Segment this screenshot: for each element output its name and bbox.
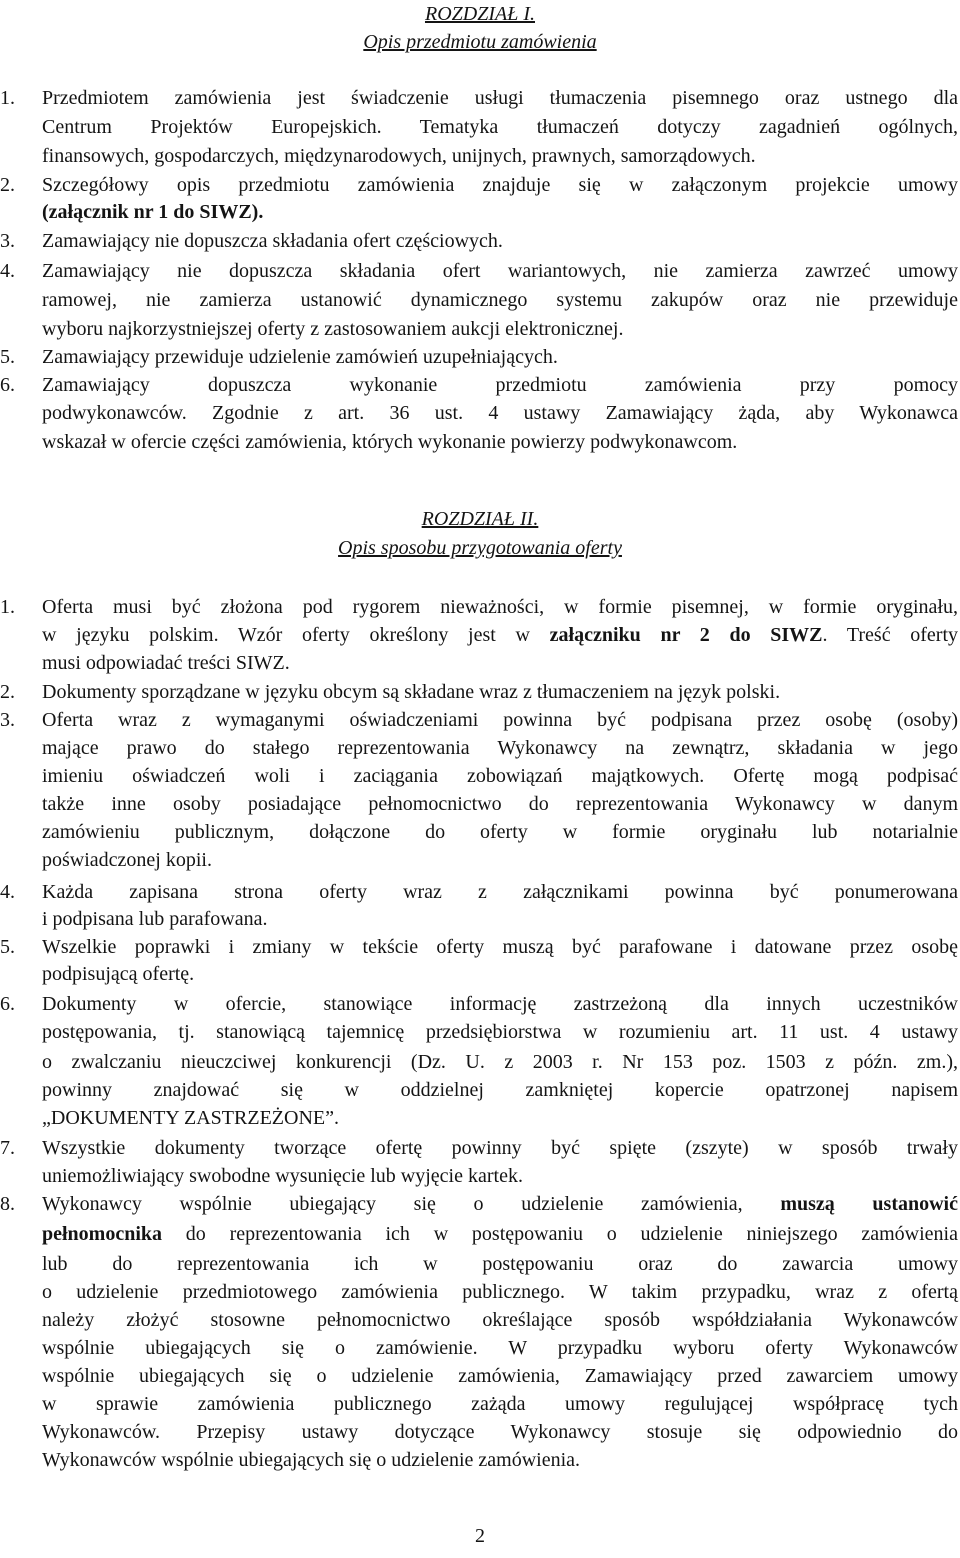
chapter2-item-line: także inne osoby posiadające pełnomocnictwo do reprezentowania Wykonawcy w danym xyxy=(42,793,958,815)
chapter2-item-number: 7. xyxy=(0,1137,15,1159)
chapter2-item-line: wspólnie ubiegających się o udzielenie zamówienia, Zamawiający przed zawarciem umowy xyxy=(42,1365,958,1387)
chapter2-item-number: 2. xyxy=(0,681,15,703)
chapter2-title: ROZDZIAŁ II. xyxy=(421,508,539,530)
chapter2-item-line: lub do reprezentowania ich w postępowaniu oraz do zawarcia umowy xyxy=(42,1253,958,1275)
chapter2-item-line: powinny znajdować się w oddzielnej zamkniętej kopercie opatrzonej napisem xyxy=(42,1079,958,1101)
chapter2-item-line: imieniu oświadczeń woli i zaciągania zobowiązań majątkowych. Ofertę mogą podpisać xyxy=(42,765,958,787)
chapter2-item-number: 1. xyxy=(0,596,15,618)
chapter1-item-line: finansowych, gospodarczych, międzynarodowych, unijnych, prawnych, samorządowych. xyxy=(42,145,756,167)
chapter1-item-line: Przedmiotem zamówienia jest świadczenie usługi tłumaczenia pisemnego oraz ustnego dla xyxy=(42,87,958,109)
chapter2-item-line: o zwalczaniu nieuczciwej konkurencji (Dz. U. z 2003 r. Nr 153 poz. 1503 z późn. zm.), xyxy=(42,1051,958,1073)
chapter1-item-line: wyboru najkorzystniejszej oferty z zastosowaniem aukcji elektronicznej. xyxy=(42,318,624,340)
chapter2-item-line: Wszystkie dokumenty tworzące ofertę powinny być spięte (zszyte) w sposób trwały xyxy=(42,1137,958,1159)
chapter2-item-line: Wykonawcy wspólnie ubiegający się o udzielenie zamówienia, muszą ustanowić xyxy=(42,1193,958,1215)
chapter2-item-number: 4. xyxy=(0,881,15,903)
chapter1-item-line: Szczegółowy opis przedmiotu zamówienia znajduje się w załączonym projekcie umowy xyxy=(42,174,958,196)
chapter2-item-line: musi odpowiadać treści SIWZ. xyxy=(42,652,290,674)
chapter2-item-number: 5. xyxy=(0,936,15,958)
chapter1-item-line: Zamawiający dopuszcza wykonanie przedmiotu zamówienia przy pomocy xyxy=(42,374,958,396)
chapter2-item-line: o udzielenie przedmiotowego zamówienia publicznego. W takim przypadku, wraz z ofertą xyxy=(42,1281,958,1303)
chapter2-subtitle: Opis sposobu przygotowania oferty xyxy=(338,537,622,559)
chapter2-item-line: Oferta musi być złożona pod rygorem nieważności, w formie pisemnej, w formie oryginału, xyxy=(42,596,958,618)
chapter1-item-line: (załącznik nr 1 do SIWZ). xyxy=(42,201,264,223)
chapter2-item-number: 6. xyxy=(0,993,15,1015)
chapter2-item-line: Oferta wraz z wymaganymi oświadczeniami powinna być podpisana przez osobę (osoby) xyxy=(42,709,958,731)
chapter2-item-line: uniemożliwiający swobodne wysunięcie lub wyjęcie kartek. xyxy=(42,1165,523,1187)
chapter1-item-line: ramowej, nie zamierza ustanowić dynamicznego systemu zakupów oraz nie przewiduje xyxy=(42,289,958,311)
chapter2-item-line: należy złożyć stosowne pełnomocnictwo określające sposób współdziałania Wykonawców xyxy=(42,1309,958,1331)
chapter2-item-line: wspólnie ubiegających się o zamówienie. W przypadku wyboru oferty Wykonawców xyxy=(42,1337,958,1359)
chapter1-item-number: 1. xyxy=(0,87,15,109)
chapter1-item-line: podwykonawców. Zgodnie z art. 36 ust. 4 ustawy Zamawiający żąda, aby Wykonawca xyxy=(42,402,958,424)
chapter1-item-line: Zamawiający przewiduje udzielenie zamówień uzupełniających. xyxy=(42,346,558,368)
chapter1-item-number: 3. xyxy=(0,230,15,252)
chapter2-item-line: mające prawo do stałego reprezentowania Wykonawcy na zewnątrz, składania w jego xyxy=(42,737,958,759)
chapter2-item-line: poświadczonej kopii. xyxy=(42,849,212,871)
chapter1-item-number: 4. xyxy=(0,260,15,282)
chapter1-item-line: Zamawiający nie dopuszcza składania ofert częściowych. xyxy=(42,230,503,252)
chapter1-item-number: 6. xyxy=(0,374,15,396)
chapter2-item-line: Każda zapisana strona oferty wraz z załącznikami powinna być ponumerowana xyxy=(42,881,958,903)
chapter1-subtitle: Opis przedmiotu zamówienia xyxy=(363,31,597,53)
chapter2-item-line: pełnomocnika do reprezentowania ich w postępowaniu o udzielenie niniejszego zamówienia xyxy=(42,1223,958,1245)
chapter2-item-number: 3. xyxy=(0,709,15,731)
chapter2-item-line: w sprawie zamówienia publicznego zażąda umowy regulującej współpracę tych xyxy=(42,1393,958,1415)
chapter2-item-line: Wszelkie poprawki i zmiany w tekście oferty muszą być parafowane i datowane przez osobę xyxy=(42,936,958,958)
chapter2-item-line: Wykonawców. Przepisy ustawy dotyczące Wykonawcy stosuje się odpowiednio do xyxy=(42,1421,958,1443)
chapter2-item-line: w języku polskim. Wzór oferty określony jest w załączniku nr 2 do SIWZ. Treść oferty xyxy=(42,624,959,646)
chapter2-item-line: „DOKUMENTY ZASTRZEŻONE”. xyxy=(42,1107,339,1129)
chapter1-item-line: Zamawiający nie dopuszcza składania ofert wariantowych, nie zamierza zawrzeć umowy xyxy=(42,260,958,282)
chapter2-item-line: Dokumenty sporządzane w języku obcym są składane wraz z tłumaczeniem na język polski. xyxy=(42,681,781,703)
page-number: 2 xyxy=(475,1525,485,1547)
chapter1-item-number: 5. xyxy=(0,346,15,368)
chapter2-item-line: postępowania, tj. stanowiącą tajemnicę przedsiębiorstwa w rozumieniu art. 11 ust. 4 ustawy xyxy=(42,1021,958,1043)
chapter1-item-number: 2. xyxy=(0,174,15,196)
chapter2-item-line: podpisującą ofertę. xyxy=(42,963,195,985)
chapter1-item-line: wskazał w ofercie części zamówienia, których wykonanie powierzy podwykonawcom. xyxy=(42,431,738,453)
chapter1-item-line: Centrum Projektów Europejskich. Tematyka tłumaczeń dotyczy zagadnień ogólnych, xyxy=(42,116,958,138)
chapter2-item-number: 8. xyxy=(0,1193,15,1215)
chapter2-item-line: i podpisana lub parafowana. xyxy=(42,908,268,930)
chapter2-item-line: zamówieniu publicznym, dołączone do oferty w formie oryginału lub notarialnie xyxy=(42,821,958,843)
chapter2-item-line: Dokumenty w ofercie, stanowiące informację zastrzeżoną dla innych uczestników xyxy=(42,993,958,1015)
chapter1-title: ROZDZIAŁ I. xyxy=(424,3,535,25)
chapter2-item-line: Wykonawców wspólnie ubiegających się o udzielenie zamówienia. xyxy=(42,1449,581,1471)
